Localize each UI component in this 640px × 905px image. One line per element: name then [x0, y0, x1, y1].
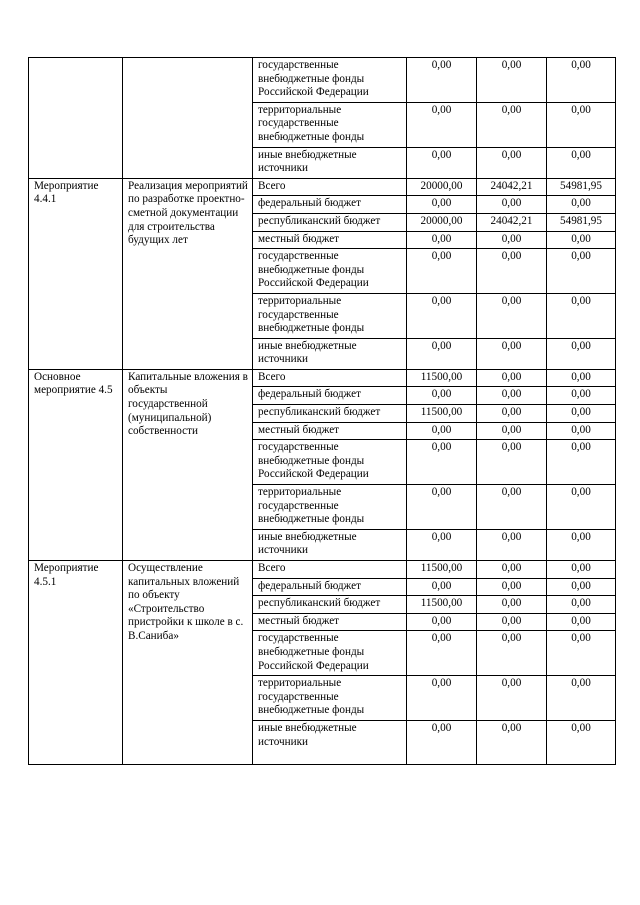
measure-name-cell: Реализация мероприятий по разработке проектно-сметной документации для строительства будущих лет	[123, 178, 253, 369]
value-cell-year-1: 0,00	[407, 196, 477, 214]
value-cell-year-2: 0,00	[477, 293, 547, 338]
value-cell-year-3: 0,00	[547, 529, 616, 560]
value-cell-year-3: 0,00	[547, 338, 616, 369]
value-cell-year-2: 0,00	[477, 338, 547, 369]
value-cell-year-3: 0,00	[547, 440, 616, 485]
value-cell-year-1: 11500,00	[407, 405, 477, 423]
value-cell-year-3: 0,00	[547, 249, 616, 294]
funding-source-cell: республиканский бюджет	[253, 405, 407, 423]
value-cell-year-3: 54981,95	[547, 178, 616, 196]
measure-code-cell: Мероприятие 4.4.1	[29, 178, 123, 369]
value-cell-year-1: 20000,00	[407, 178, 477, 196]
funding-source-cell: государственные внебюджетные фонды Российской Федерации	[253, 440, 407, 485]
value-cell-year-1: 0,00	[407, 58, 477, 103]
value-cell-year-1: 0,00	[407, 147, 477, 178]
funding-source-cell: федеральный бюджет	[253, 578, 407, 596]
funding-source-cell: территориальные государственные внебюджетные фонды	[253, 676, 407, 721]
value-cell-year-2: 24042,21	[477, 178, 547, 196]
funding-source-cell: Всего	[253, 369, 407, 387]
value-cell-year-1: 0,00	[407, 529, 477, 560]
value-cell-year-2: 0,00	[477, 631, 547, 676]
value-cell-year-2: 0,00	[477, 561, 547, 579]
value-cell-year-2: 0,00	[477, 596, 547, 614]
value-cell-year-3: 0,00	[547, 147, 616, 178]
table-row	[29, 561, 616, 579]
funding-source-cell: республиканский бюджет	[253, 596, 407, 614]
measure-code-cell: Мероприятие 4.5.1	[29, 561, 123, 765]
value-cell-year-2: 0,00	[477, 405, 547, 423]
measure-name-cell: Капитальные вложения в объекты государственной (муниципальной) собственности	[123, 369, 253, 560]
table-row	[29, 58, 616, 103]
value-cell-year-3: 0,00	[547, 102, 616, 147]
funding-source-cell: государственные внебюджетные фонды Российской Федерации	[253, 249, 407, 294]
table-row	[29, 178, 616, 196]
funding-source-cell: территориальные государственные внебюджетные фонды	[253, 102, 407, 147]
value-cell-year-3: 0,00	[547, 405, 616, 423]
value-cell-year-1: 0,00	[407, 676, 477, 721]
value-cell-year-3: 0,00	[547, 676, 616, 721]
value-cell-year-1: 0,00	[407, 485, 477, 530]
value-cell-year-1: 0,00	[407, 102, 477, 147]
program-code-cell	[29, 58, 123, 179]
value-cell-year-1: 0,00	[407, 720, 477, 764]
value-cell-year-2: 0,00	[477, 485, 547, 530]
value-cell-year-2: 0,00	[477, 613, 547, 631]
value-cell-year-3: 0,00	[547, 720, 616, 764]
value-cell-year-3: 54981,95	[547, 213, 616, 231]
program-name-cell	[123, 58, 253, 179]
funding-table	[28, 57, 616, 765]
value-cell-year-3: 0,00	[547, 231, 616, 249]
value-cell-year-3: 0,00	[547, 387, 616, 405]
value-cell-year-1: 0,00	[407, 249, 477, 294]
value-cell-year-2: 0,00	[477, 369, 547, 387]
funding-source-cell: иные внебюджетные источники	[253, 338, 407, 369]
value-cell-year-2: 0,00	[477, 249, 547, 294]
value-cell-year-3: 0,00	[547, 422, 616, 440]
value-cell-year-1: 11500,00	[407, 561, 477, 579]
value-cell-year-2: 0,00	[477, 578, 547, 596]
value-cell-year-1: 0,00	[407, 338, 477, 369]
value-cell-year-2: 0,00	[477, 720, 547, 764]
value-cell-year-2: 0,00	[477, 440, 547, 485]
value-cell-year-1: 0,00	[407, 613, 477, 631]
value-cell-year-3: 0,00	[547, 293, 616, 338]
value-cell-year-2: 0,00	[477, 231, 547, 249]
value-cell-year-3: 0,00	[547, 485, 616, 530]
funding-source-cell: республиканский бюджет	[253, 213, 407, 231]
value-cell-year-1: 0,00	[407, 231, 477, 249]
value-cell-year-1: 0,00	[407, 631, 477, 676]
funding-source-cell: иные внебюджетные источники	[253, 147, 407, 178]
value-cell-year-2: 0,00	[477, 422, 547, 440]
funding-source-cell: государственные внебюджетные фонды Российской Федерации	[253, 58, 407, 103]
funding-source-cell: иные внебюджетные источники	[253, 720, 407, 764]
value-cell-year-2: 24042,21	[477, 213, 547, 231]
value-cell-year-1: 0,00	[407, 293, 477, 338]
funding-source-cell: местный бюджет	[253, 613, 407, 631]
funding-source-cell: Всего	[253, 178, 407, 196]
value-cell-year-2: 0,00	[477, 529, 547, 560]
value-cell-year-2: 0,00	[477, 58, 547, 103]
value-cell-year-1: 11500,00	[407, 596, 477, 614]
funding-source-cell: территориальные государственные внебюджетные фонды	[253, 293, 407, 338]
value-cell-year-1: 20000,00	[407, 213, 477, 231]
value-cell-year-3: 0,00	[547, 561, 616, 579]
measure-code-cell: Основное мероприятие 4.5	[29, 369, 123, 560]
value-cell-year-1: 0,00	[407, 387, 477, 405]
funding-source-cell: федеральный бюджет	[253, 196, 407, 214]
value-cell-year-1: 0,00	[407, 422, 477, 440]
value-cell-year-3: 0,00	[547, 58, 616, 103]
value-cell-year-2: 0,00	[477, 387, 547, 405]
funding-source-cell: государственные внебюджетные фонды Российской Федерации	[253, 631, 407, 676]
value-cell-year-1: 0,00	[407, 578, 477, 596]
value-cell-year-1: 11500,00	[407, 369, 477, 387]
value-cell-year-3: 0,00	[547, 196, 616, 214]
value-cell-year-3: 0,00	[547, 578, 616, 596]
value-cell-year-1: 0,00	[407, 440, 477, 485]
funding-source-cell: территориальные государственные внебюджетные фонды	[253, 485, 407, 530]
value-cell-year-3: 0,00	[547, 631, 616, 676]
measure-name-cell: Осуществление капитальных вложений по объекту «Строительство пристройки к школе в с. В.Саниба»	[123, 561, 253, 765]
value-cell-year-2: 0,00	[477, 102, 547, 147]
value-cell-year-2: 0,00	[477, 676, 547, 721]
funding-source-cell: иные внебюджетные источники	[253, 529, 407, 560]
value-cell-year-3: 0,00	[547, 369, 616, 387]
table-row	[29, 369, 616, 387]
funding-source-cell: местный бюджет	[253, 422, 407, 440]
value-cell-year-2: 0,00	[477, 196, 547, 214]
funding-source-cell: местный бюджет	[253, 231, 407, 249]
value-cell-year-3: 0,00	[547, 596, 616, 614]
value-cell-year-3: 0,00	[547, 613, 616, 631]
value-cell-year-2: 0,00	[477, 147, 547, 178]
funding-source-cell: Всего	[253, 561, 407, 579]
funding-source-cell: федеральный бюджет	[253, 387, 407, 405]
